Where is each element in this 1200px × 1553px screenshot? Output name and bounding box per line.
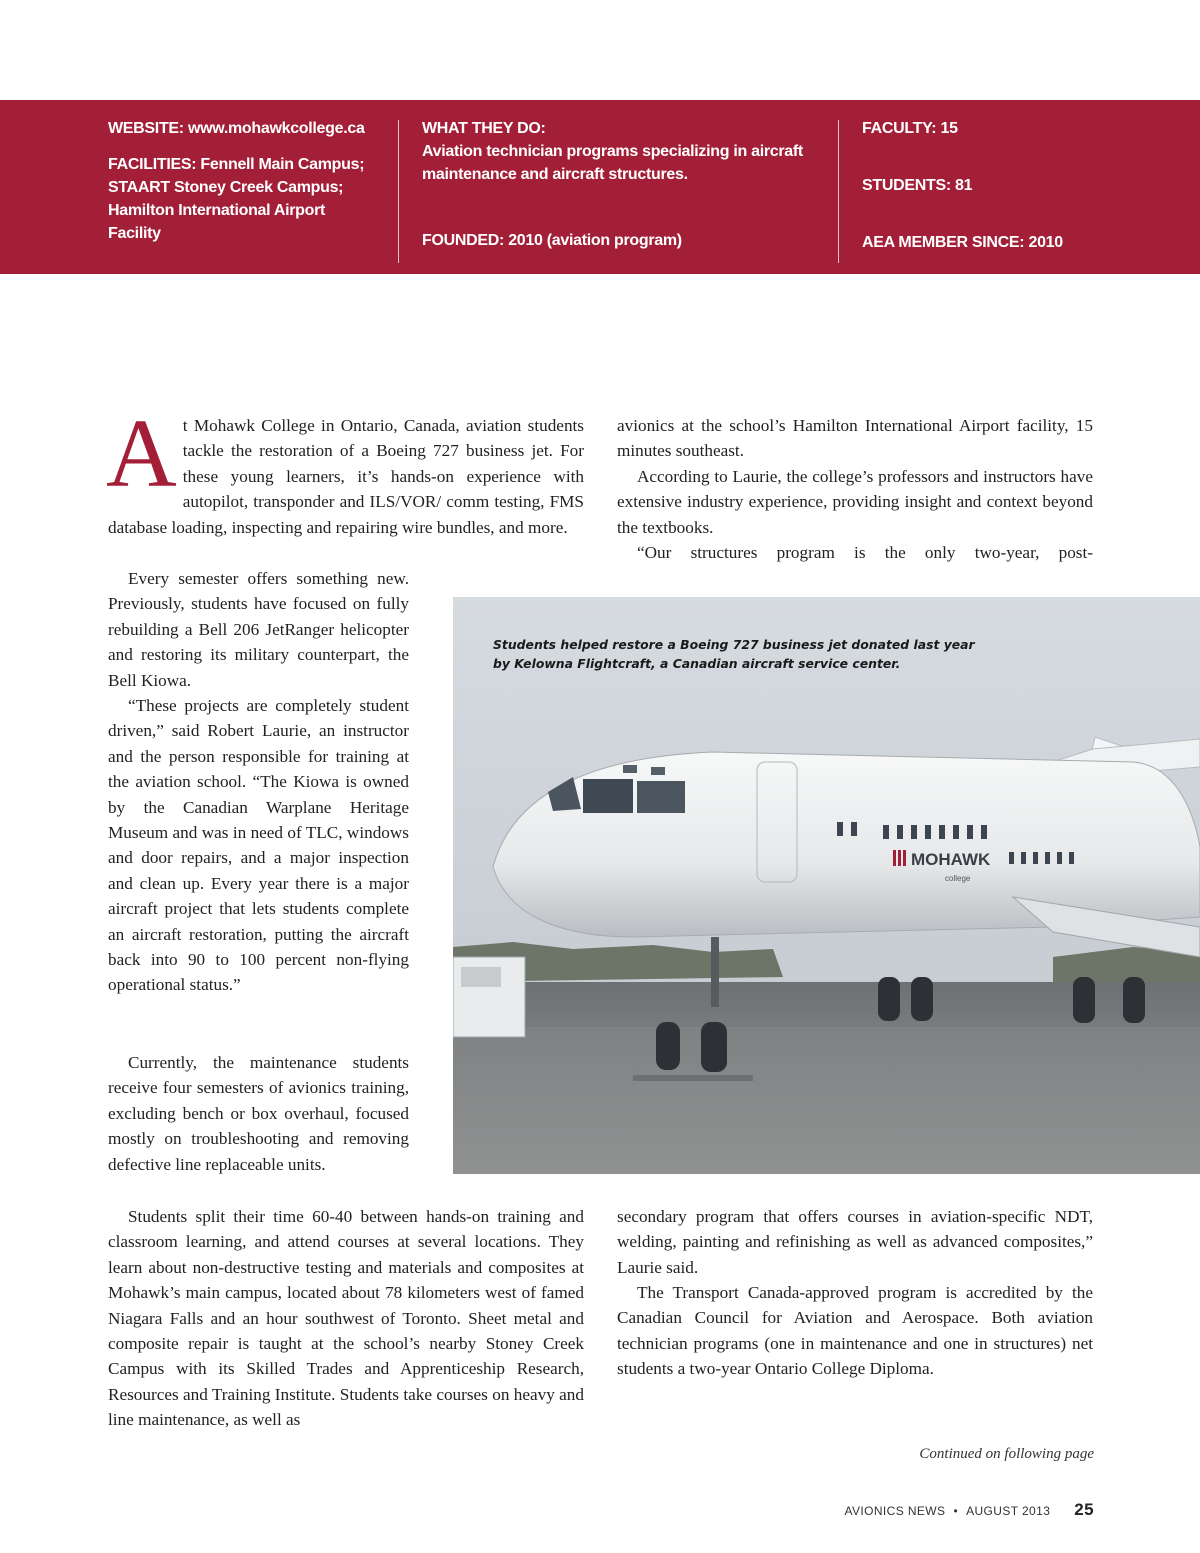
article-paragraph: secondary program that offers courses in aviation-specific NDT, welding, painting and refinishing as well as advanced composites,” Laurie said. [617,1207,1093,1277]
article-paragraph: avionics at the school’s Hamilton International Airport facility, 15 minutes southeast. [617,416,1093,461]
aea-label: AEA MEMBER SINCE: [862,234,1025,251]
what-they-do-label: WHAT THEY DO: [422,120,546,137]
article-paragraph: Currently, the maintenance students receive four semesters of avionics training, excluding bench or box overhaul, focused mostly on troubleshooting and removing defective line replaceable units. [108,1053,409,1174]
article-paragraph: According to Laurie, the college’s professors and instructors have extensive industry experience, providing insight and context beyond the textbooks. [617,467,1093,537]
founded-label: FOUNDED: [422,232,505,249]
photo-caption: Students helped restore a Boeing 727 business jet donated last year by Kelowna Flightcraft, a Canadian aircraft service center. [493,637,975,671]
what-they-do-value: Aviation technician programs specializing in aircraft maintenance and aircraft structures. [422,143,803,183]
founded-value: 2010 (aviation program) [508,232,682,249]
page-number: 25 [1074,1500,1094,1519]
boeing-727-illustration [453,597,1200,1174]
continued-note: Continued on following page [919,1446,1094,1462]
banner-divider [838,120,839,263]
article-paragraph: Every semester offers something new. Previously, students have focused on fully rebuilding a Bell 206 JetRanger helicopter and restoring its military counterpart, the Bell Kiowa. [108,569,409,690]
facilities-label: FACILITIES: [108,156,197,173]
website-value[interactable]: www.mohawkcollege.ca [187,120,365,137]
publication-name: AVIONICS NEWS [844,1504,946,1518]
intro-text: t Mohawk College in Ontario, Canada, aviation students tackle the restoration of a Boeing 727 business jet. For these young learners, it’s hands-on experience with autopilot, transponder and ILS/VOR/ comm testing, FMS database loading, inspecting and repairing wire bundles, and more. [108,416,584,537]
banner-divider [398,120,399,263]
founded-line [422,229,822,252]
aircraft-photo [453,597,1200,1174]
facilities-line [108,153,378,245]
article-paragraph: “These projects are completely student driven,” said Robert Laurie, an instructor and the person responsible for training at the aviation school. “The Kiowa is owned by the Canadian Warplane Heritage Museum and was in need of TLC, windows and door repairs, and a major inspection and clean up. Every year there is a major aircraft project that lets students complete an aircraft restoration, putting the aircraft back into 90 to 100 percent non-flying operational status.” [108,696,409,995]
article-paragraph-intro [106,400,584,540]
students-label: STUDENTS: [862,177,951,194]
issue-date: AUGUST 2013 [966,1504,1051,1518]
students-line [862,174,1162,197]
aea-line [862,231,1162,254]
faculty-label: FACULTY: [862,120,937,137]
website-line [108,117,378,140]
facilities-value: Fennell Main Campus; STAART Stoney Creek Campus; Hamilton International Airport Facility [108,156,365,242]
website-label: WEBSITE: [108,120,184,137]
article-paragraph: “Our structures program is the only two-year, post- [637,543,1093,562]
banner-column-left [108,117,378,245]
students-value: 81 [955,177,973,194]
banner-column-right [862,117,1162,254]
livery-text: MOHAWK [911,850,991,869]
info-banner [0,100,1200,274]
page-footer [844,1500,1094,1520]
aea-value: 2010 [1028,234,1063,251]
article-paragraph: The Transport Canada-approved program is accredited by the Canadian Council for Aviation and Aerospace. Both aviation technician programs (one in maintenance and one in structures) net students a two-year Ontario College Diploma. [617,1283,1093,1379]
drop-cap: A [106,400,177,508]
footer-separator: • [953,1504,959,1518]
faculty-line [862,117,1162,140]
faculty-value: 15 [940,120,958,137]
livery-subtext: college [945,874,971,883]
banner-column-middle [422,117,822,252]
article-paragraph: Students split their time 60-40 between hands-on training and classroom learning, and attend courses at several locations. They learn about non-destructive testing and materials and composites at Mohawk’s main campus, located about 78 kilometers west of famed Niagara Falls and an hour southwest of Toronto. Sheet metal and composite repair is taught at the school’s nearby Stoney Creek Campus with its Skilled Trades and Apprenticeship Research, Resources and Training Institute. Students take courses on heavy and line maintenance, as well as [108,1207,584,1430]
